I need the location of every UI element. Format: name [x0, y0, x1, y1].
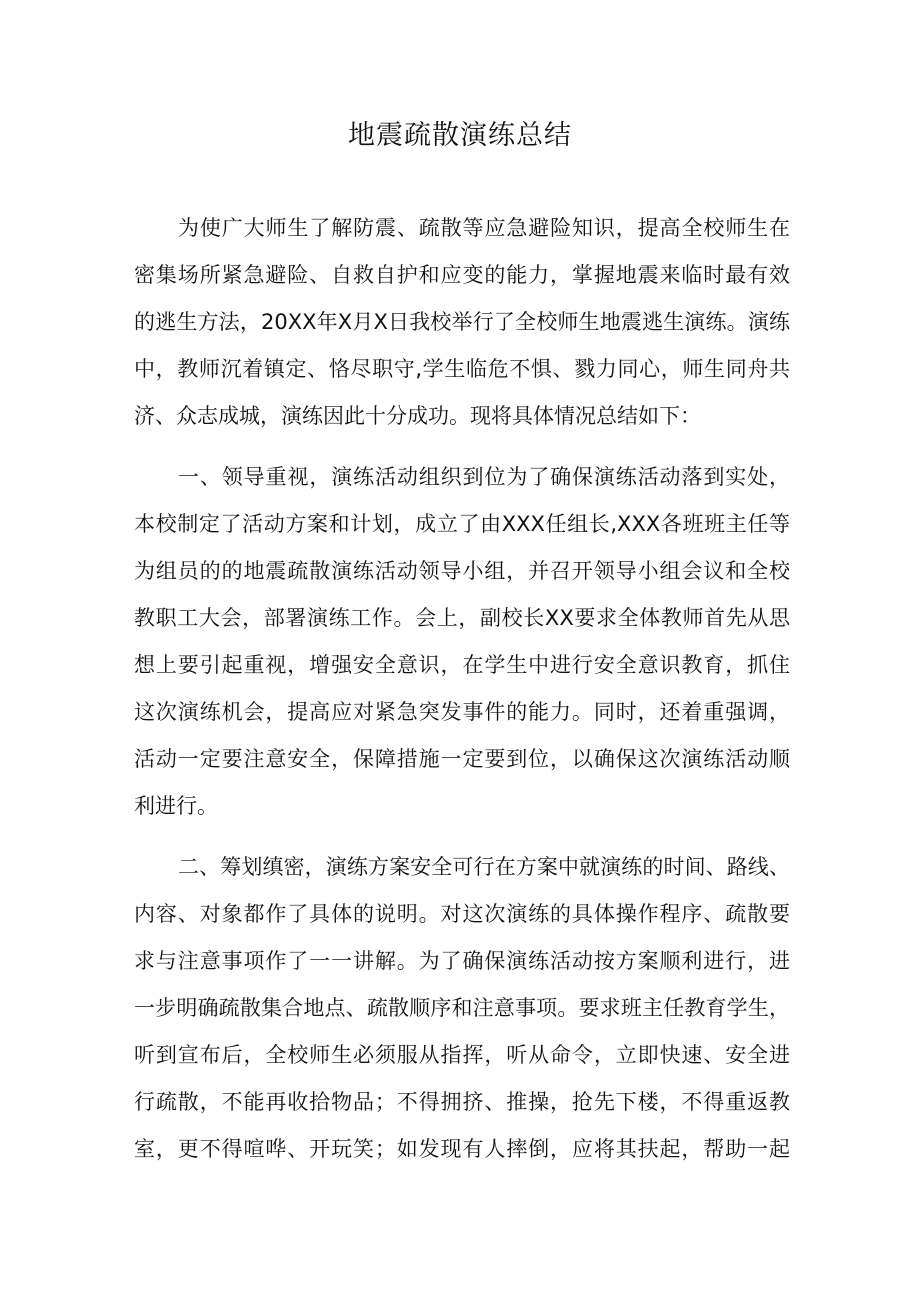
text-line: 听到宣布后，全校师生必须服从指挥，听从命令，立即快速、安全进 — [134, 1043, 790, 1067]
text-line: 内容、对象都作了具体的说明。对这次演练的具体操作程序、疏散要 — [134, 902, 790, 926]
text-line: 这次演练机会，提高应对紧急突发事件的能力。同时，还着重强调， — [134, 700, 790, 724]
text-line: 一步明确疏散集合地点、疏散顺序和注意事项。要求班主任教育学生， — [134, 996, 790, 1020]
paragraph-section-two — [134, 844, 790, 1173]
text-line: 本校制定了活动方案和计划，成立了由XXX任组长,XXX各班班主任等 — [134, 512, 790, 536]
text-line: 一、领导重视，演练活动组织到位为了确保演练活动落到实处， — [178, 465, 790, 489]
text-line: 利进行。 — [134, 794, 218, 818]
document-title: 地震疏散演练总结 — [348, 120, 572, 151]
paragraph-intro — [134, 205, 790, 440]
text-line: 求与注意事项作了一一讲解。为了确保演练活动按方案顺利进行，进 — [134, 949, 790, 973]
text-line: 为使广大师生了解防震、疏散等应急避险知识，提高全校师生在 — [178, 216, 790, 240]
text-line: 行疏散，不能再收拾物品；不得拥挤、推操，抢先下楼，不得重返教 — [134, 1090, 790, 1114]
text-line: 的逃生方法，20XX年X月X日我校举行了全校师生地震逃生演练。演练 — [134, 310, 790, 334]
text-line: 室，更不得喧哗、开玩笑；如发现有人摔倒，应将其扶起，帮助一起 — [134, 1137, 790, 1161]
text-line: 想上要引起重视，增强安全意识，在学生中进行安全意识教育，抓住 — [134, 653, 790, 677]
text-line: 密集场所紧急避险、自救自护和应变的能力，掌握地震来临时最有效 — [134, 263, 790, 287]
text-line: 为组员的的地震疏散演练活动领导小组，并召开领导小组会议和全校 — [134, 559, 790, 583]
text-line: 教职工大会，部署演练工作。会上，副校长XX要求全体教师首先从思 — [134, 606, 790, 630]
text-line: 中，教师沉着镇定、恪尽职守,学生临危不惧、戮力同心，师生同舟共 — [134, 357, 790, 381]
text-line: 活动一定要注意安全，保障措施一定要到位，以确保这次演练活动顺 — [134, 747, 790, 771]
document-body — [134, 205, 790, 1187]
paragraph-section-one — [134, 454, 790, 830]
text-line: 二、筹划缜密，演练方案安全可行在方案中就演练的时间、路线、 — [178, 855, 790, 879]
text-line: 济、众志成城，演练因此十分成功。现将具体情况总结如下： — [134, 404, 701, 428]
